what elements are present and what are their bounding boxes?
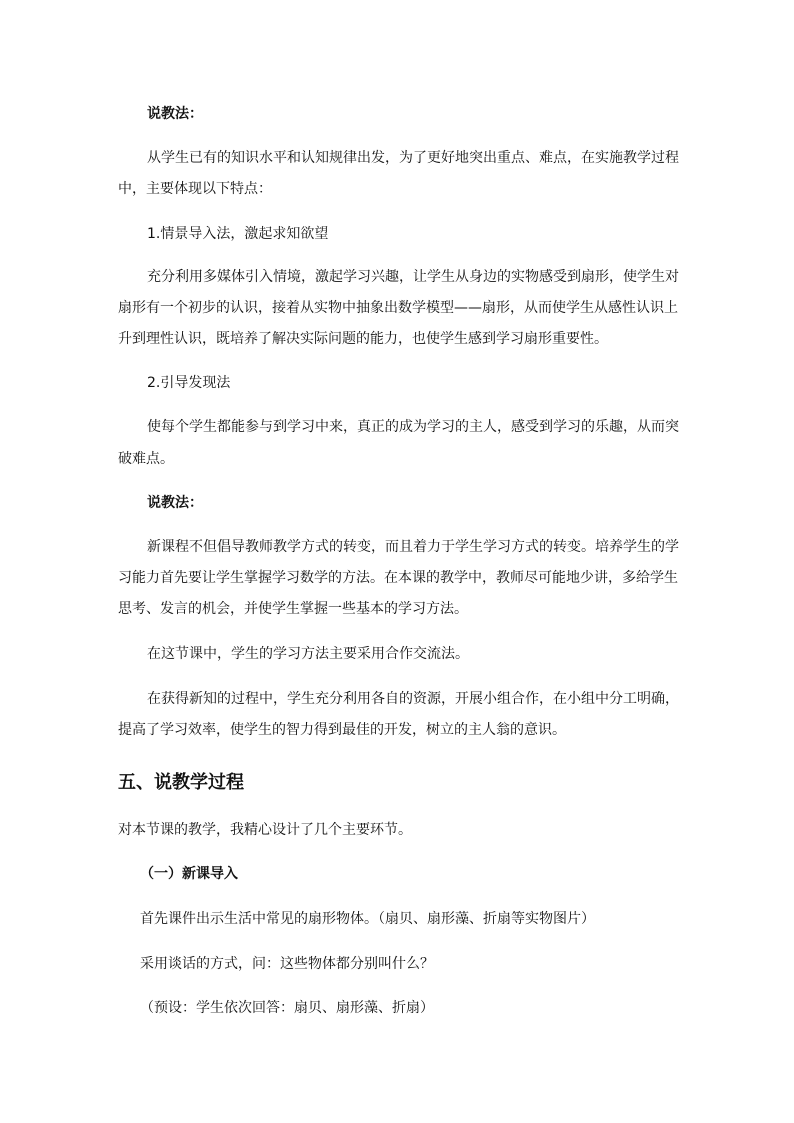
paragraph-line: 提高了学习效率，使学生的智力得到最佳的开发，树立的主人翁的意识。	[118, 722, 566, 738]
paragraph-line: 对本节课的教学，我精心设计了几个主要环节。	[118, 822, 412, 838]
list-item-heading: 2.引导发现法	[147, 375, 231, 391]
paragraph-line: （预设：学生依次回答：扇贝、扇形藻、折扇）	[140, 1000, 434, 1016]
paragraph-line: 新课程不但倡导教师教学方式的转变，而且着力于学生学习方式的转变。培养学生的学	[147, 539, 679, 555]
heading-teaching-method: 说教法：	[147, 495, 203, 511]
paragraph-line: 中，主要体现以下特点：	[118, 181, 272, 197]
paragraph-line: 使每个学生都能参与到学习中来，真正的成为学习的主人，感受到学习的乐趣，从而突	[147, 419, 679, 435]
paragraph-line: 在获得新知的过程中，学生充分利用各自的资源，开展小组合作，在小组中分工明确，	[147, 691, 679, 707]
list-item-heading: 1.情景导入法，激起求知欲望	[147, 226, 329, 242]
paragraph-line: 充分利用多媒体引入情境，激起学习兴趣，让学生从身边的实物感受到扇形，使学生对	[147, 269, 679, 285]
subsection-heading: （一）新课导入	[140, 866, 238, 882]
paragraph-line: 破难点。	[118, 451, 174, 467]
paragraph-line: 升到理性认识，既培养了解决实际问题的能力，也使学生感到学习扇形重要性。	[118, 331, 608, 347]
paragraph-line: 从学生已有的知识水平和认知规律出发，为了更好地突出重点、难点，在实施教学过程	[147, 150, 679, 166]
paragraph-line: 扇形有一个初步的认识，接着从实物中抽象出数学模型——扇形，从而使学生从感性认识上	[118, 300, 678, 316]
paragraph-line: 采用谈话的方式，问：这些物体都分别叫什么？	[140, 956, 434, 972]
paragraph-line: 思考、发言的机会，并使学生掌握一些基本的学习方法。	[118, 601, 468, 617]
section-heading: 五、说教学过程	[118, 772, 244, 793]
heading-teaching-method: 说教法：	[147, 106, 203, 122]
paragraph-line: 习能力首先要让学生掌握学习数学的方法。在本课的教学中，教师尽可能地少讲，多给学生	[118, 570, 678, 586]
paragraph-line: 在这节课中，学生的学习方法主要采用合作交流法。	[147, 646, 469, 662]
paragraph-line: 首先课件出示生活中常见的扇形物体。（扇贝、扇形藻、折扇等实物图片）	[140, 911, 595, 927]
